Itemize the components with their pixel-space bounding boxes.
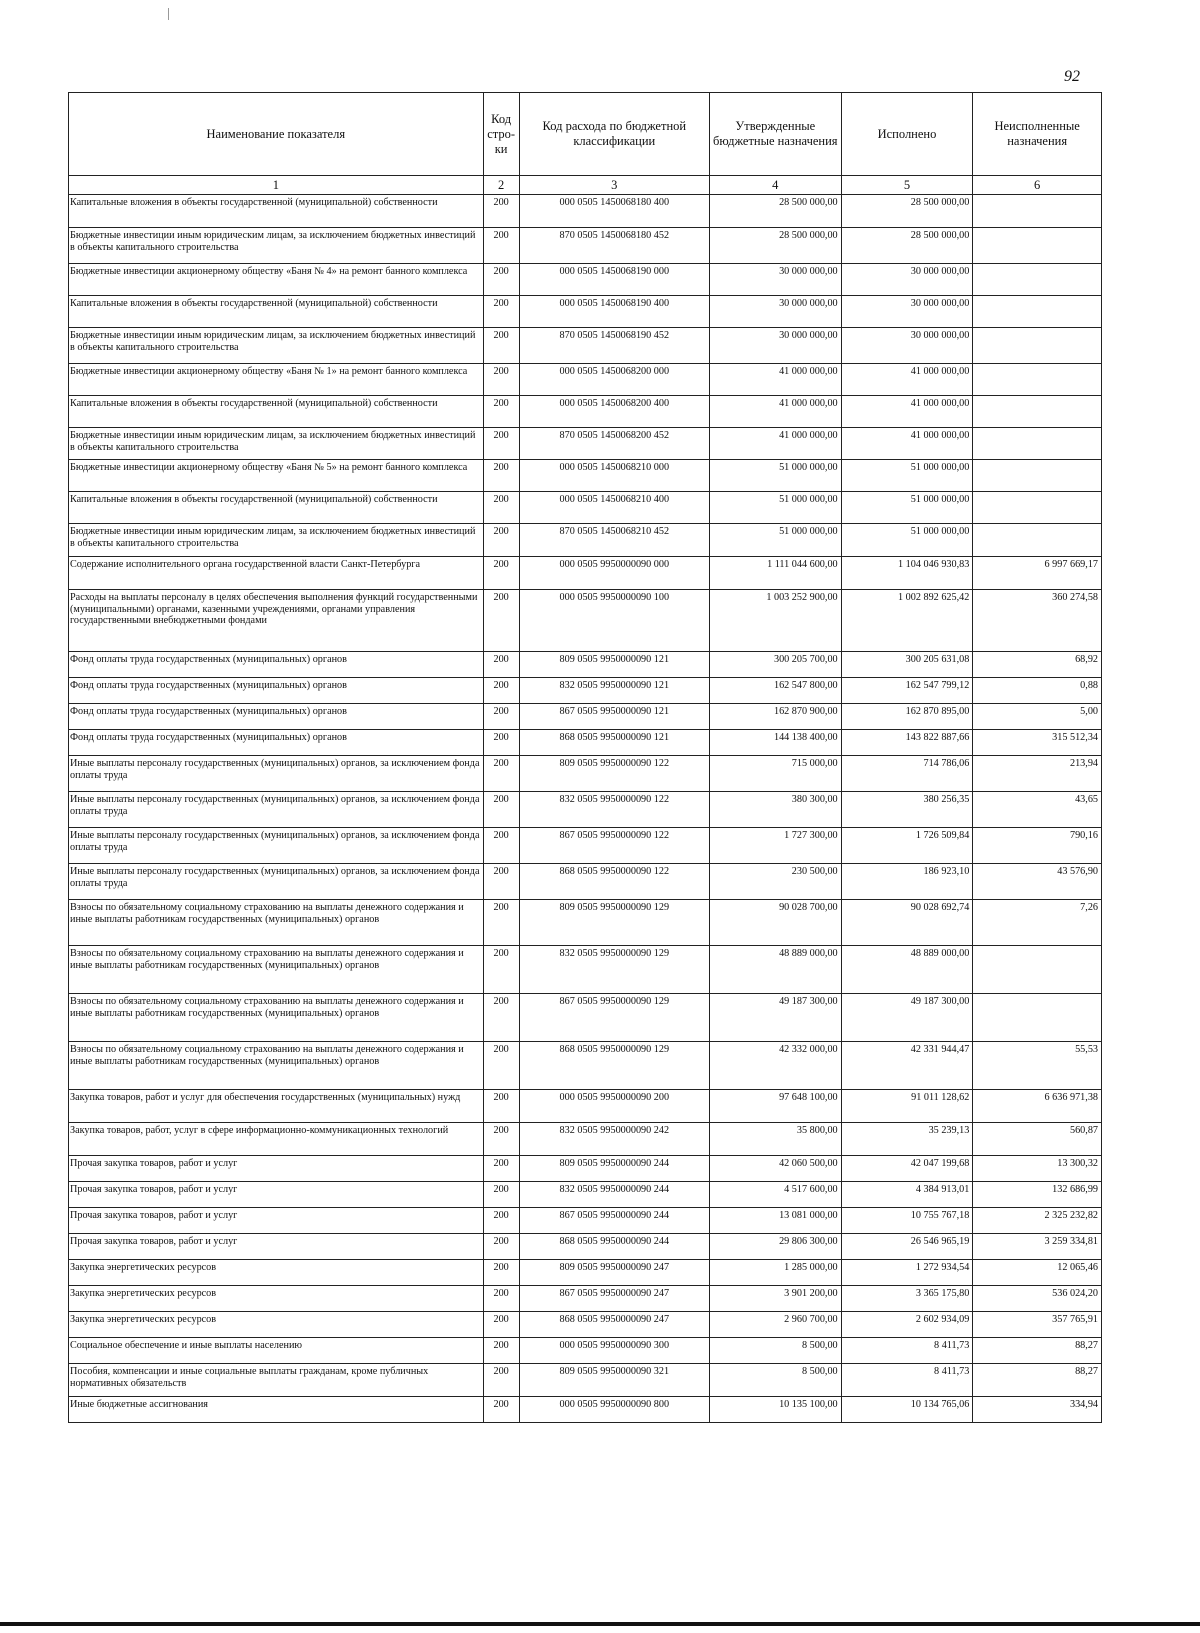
- row-executed: 2 602 934,09: [841, 1312, 973, 1338]
- row-executed: 162 547 799,12: [841, 678, 973, 704]
- row-approved: 300 205 700,00: [709, 652, 841, 678]
- row-executed: 10 134 765,06: [841, 1397, 973, 1423]
- row-name: Прочая закупка товаров, работ и услуг: [69, 1208, 484, 1234]
- row-name: Фонд оплаты труда государственных (муниципальных) органов: [69, 652, 484, 678]
- row-executed: 714 786,06: [841, 756, 973, 792]
- table-row: [69, 828, 1102, 864]
- header-line-code: Код стро-ки: [483, 93, 519, 176]
- table-row: [69, 1042, 1102, 1090]
- row-approved: 1 727 300,00: [709, 828, 841, 864]
- table-row: [69, 590, 1102, 652]
- table-row: [69, 460, 1102, 492]
- row-unexecuted: [973, 296, 1102, 328]
- row-executed: 26 546 965,19: [841, 1234, 973, 1260]
- table-row: [69, 428, 1102, 460]
- table-row: [69, 678, 1102, 704]
- row-expense-code: 870 0505 1450068180 452: [519, 228, 709, 264]
- row-unexecuted: 7,26: [973, 900, 1102, 946]
- row-unexecuted: 5,00: [973, 704, 1102, 730]
- header-indicator-name: Наименование показателя: [69, 93, 484, 176]
- row-approved: 42 332 000,00: [709, 1042, 841, 1090]
- row-name: Капитальные вложения в объекты государственной (муниципальной) собственности: [69, 396, 484, 428]
- row-unexecuted: 43 576,90: [973, 864, 1102, 900]
- row-unexecuted: [973, 264, 1102, 296]
- scan-mark: [168, 8, 169, 20]
- row-expense-code: 000 0505 9950000090 800: [519, 1397, 709, 1423]
- row-unexecuted: 536 024,20: [973, 1286, 1102, 1312]
- row-approved: 162 547 800,00: [709, 678, 841, 704]
- row-approved: 30 000 000,00: [709, 296, 841, 328]
- row-line-code: 200: [483, 652, 519, 678]
- row-approved: 144 138 400,00: [709, 730, 841, 756]
- row-executed: 28 500 000,00: [841, 228, 973, 264]
- row-unexecuted: [973, 195, 1102, 228]
- table-row: [69, 730, 1102, 756]
- row-expense-code: 867 0505 9950000090 129: [519, 994, 709, 1042]
- row-unexecuted: 334,94: [973, 1397, 1102, 1423]
- row-name: Прочая закупка товаров, работ и услуг: [69, 1234, 484, 1260]
- row-line-code: 200: [483, 264, 519, 296]
- row-unexecuted: 6 636 971,38: [973, 1090, 1102, 1123]
- table-row: [69, 1123, 1102, 1156]
- row-expense-code: 809 0505 9950000090 247: [519, 1260, 709, 1286]
- row-unexecuted: [973, 328, 1102, 364]
- row-line-code: 200: [483, 228, 519, 264]
- row-unexecuted: 12 065,46: [973, 1260, 1102, 1286]
- row-expense-code: 000 0505 1450068200 000: [519, 364, 709, 396]
- column-number: 3: [519, 176, 709, 195]
- row-expense-code: 000 0505 1450068190 000: [519, 264, 709, 296]
- row-executed: 49 187 300,00: [841, 994, 973, 1042]
- row-name: Взносы по обязательному социальному страхованию на выплаты денежного содержания и иные выплаты работникам государственных (муниципальных) органов: [69, 1042, 484, 1090]
- table-row: [69, 946, 1102, 994]
- row-approved: 41 000 000,00: [709, 364, 841, 396]
- table-row: [69, 1338, 1102, 1364]
- row-approved: 28 500 000,00: [709, 228, 841, 264]
- row-executed: 35 239,13: [841, 1123, 973, 1156]
- row-name: Иные выплаты персоналу государственных (муниципальных) органов, за исключением фонда оплаты труда: [69, 756, 484, 792]
- table-row: [69, 492, 1102, 524]
- row-unexecuted: 0,88: [973, 678, 1102, 704]
- row-unexecuted: [973, 364, 1102, 396]
- row-name: Социальное обеспечение и иные выплаты населению: [69, 1338, 484, 1364]
- table-row: [69, 994, 1102, 1042]
- row-expense-code: 832 0505 9950000090 121: [519, 678, 709, 704]
- row-approved: 2 960 700,00: [709, 1312, 841, 1338]
- row-line-code: 200: [483, 1312, 519, 1338]
- row-executed: 41 000 000,00: [841, 396, 973, 428]
- budget-execution-table: [68, 92, 1102, 1423]
- row-executed: 51 000 000,00: [841, 492, 973, 524]
- column-number: 5: [841, 176, 973, 195]
- row-expense-code: 868 0505 9950000090 129: [519, 1042, 709, 1090]
- row-line-code: 200: [483, 678, 519, 704]
- row-name: Иные бюджетные ассигнования: [69, 1397, 484, 1423]
- row-approved: 29 806 300,00: [709, 1234, 841, 1260]
- row-line-code: 200: [483, 460, 519, 492]
- row-unexecuted: 315 512,34: [973, 730, 1102, 756]
- table-row: [69, 1182, 1102, 1208]
- row-executed: 42 331 944,47: [841, 1042, 973, 1090]
- row-expense-code: 000 0505 1450068200 400: [519, 396, 709, 428]
- row-unexecuted: [973, 946, 1102, 994]
- row-executed: 30 000 000,00: [841, 328, 973, 364]
- row-unexecuted: 213,94: [973, 756, 1102, 792]
- row-executed: 41 000 000,00: [841, 428, 973, 460]
- row-expense-code: 832 0505 9950000090 244: [519, 1182, 709, 1208]
- row-name: Бюджетные инвестиции акционерному обществу «Баня № 1» на ремонт банного комплекса: [69, 364, 484, 396]
- row-name: Закупка энергетических ресурсов: [69, 1312, 484, 1338]
- row-unexecuted: [973, 994, 1102, 1042]
- row-executed: 8 411,73: [841, 1338, 973, 1364]
- row-approved: 715 000,00: [709, 756, 841, 792]
- row-approved: 30 000 000,00: [709, 264, 841, 296]
- row-unexecuted: 790,16: [973, 828, 1102, 864]
- row-name: Закупка энергетических ресурсов: [69, 1260, 484, 1286]
- row-name: Иные выплаты персоналу государственных (муниципальных) органов, за исключением фонда оплаты труда: [69, 828, 484, 864]
- row-unexecuted: 43,65: [973, 792, 1102, 828]
- row-expense-code: 867 0505 9950000090 122: [519, 828, 709, 864]
- row-name: Взносы по обязательному социальному страхованию на выплаты денежного содержания и иные выплаты работникам государственных (муниципальных) органов: [69, 994, 484, 1042]
- row-name: Иные выплаты персоналу государственных (муниципальных) органов, за исключением фонда оплаты труда: [69, 792, 484, 828]
- row-expense-code: 832 0505 9950000090 122: [519, 792, 709, 828]
- row-line-code: 200: [483, 1090, 519, 1123]
- row-line-code: 200: [483, 1286, 519, 1312]
- column-number: 1: [69, 176, 484, 195]
- row-line-code: 200: [483, 428, 519, 460]
- row-expense-code: 000 0505 1450068210 400: [519, 492, 709, 524]
- row-line-code: 200: [483, 1234, 519, 1260]
- row-approved: 49 187 300,00: [709, 994, 841, 1042]
- row-name: Капитальные вложения в объекты государственной (муниципальной) собственности: [69, 195, 484, 228]
- row-executed: 91 011 128,62: [841, 1090, 973, 1123]
- row-executed: 30 000 000,00: [841, 296, 973, 328]
- table-row: [69, 792, 1102, 828]
- table-row: [69, 1397, 1102, 1423]
- row-name: Капитальные вложения в объекты государственной (муниципальной) собственности: [69, 296, 484, 328]
- row-expense-code: 868 0505 9950000090 247: [519, 1312, 709, 1338]
- column-number: 6: [973, 176, 1102, 195]
- row-name: Бюджетные инвестиции акционерному обществу «Баня № 4» на ремонт банного комплекса: [69, 264, 484, 296]
- row-line-code: 200: [483, 328, 519, 364]
- row-executed: 143 822 887,66: [841, 730, 973, 756]
- row-executed: 51 000 000,00: [841, 460, 973, 492]
- row-expense-code: 870 0505 1450068200 452: [519, 428, 709, 460]
- table-row: [69, 396, 1102, 428]
- row-name: Фонд оплаты труда государственных (муниципальных) органов: [69, 678, 484, 704]
- table-row: [69, 900, 1102, 946]
- row-line-code: 200: [483, 1156, 519, 1182]
- row-expense-code: 868 0505 9950000090 122: [519, 864, 709, 900]
- row-line-code: 200: [483, 864, 519, 900]
- row-expense-code: 809 0505 9950000090 244: [519, 1156, 709, 1182]
- row-expense-code: 000 0505 1450068180 400: [519, 195, 709, 228]
- row-executed: 48 889 000,00: [841, 946, 973, 994]
- row-expense-code: 867 0505 9950000090 244: [519, 1208, 709, 1234]
- row-line-code: 200: [483, 946, 519, 994]
- row-line-code: 200: [483, 1182, 519, 1208]
- header-executed: Исполнено: [841, 93, 973, 176]
- row-approved: 8 500,00: [709, 1338, 841, 1364]
- row-unexecuted: [973, 492, 1102, 524]
- row-expense-code: 000 0505 9950000090 000: [519, 557, 709, 590]
- row-name: Бюджетные инвестиции иным юридическим лицам, за исключением бюджетных инвестиций в объекты капитального строительства: [69, 428, 484, 460]
- row-expense-code: 867 0505 9950000090 121: [519, 704, 709, 730]
- row-approved: 1 285 000,00: [709, 1260, 841, 1286]
- row-unexecuted: 88,27: [973, 1338, 1102, 1364]
- table-row: [69, 652, 1102, 678]
- row-executed: 1 002 892 625,42: [841, 590, 973, 652]
- row-approved: 28 500 000,00: [709, 195, 841, 228]
- row-unexecuted: 88,27: [973, 1364, 1102, 1397]
- row-line-code: 200: [483, 396, 519, 428]
- table-row: [69, 557, 1102, 590]
- row-executed: 51 000 000,00: [841, 524, 973, 557]
- header-unexecuted: Неисполненные назначения: [973, 93, 1102, 176]
- row-name: Расходы на выплаты персоналу в целях обеспечения выполнения функций государственными (муниципальными) органами, казенными учреждениями, органами управления государственными внебюджетными фондами: [69, 590, 484, 652]
- budget-table-container: [68, 92, 1102, 1423]
- row-expense-code: 868 0505 9950000090 244: [519, 1234, 709, 1260]
- row-expense-code: 000 0505 1450068190 400: [519, 296, 709, 328]
- row-expense-code: 809 0505 9950000090 129: [519, 900, 709, 946]
- table-row: [69, 296, 1102, 328]
- scan-bottom-edge: [0, 1622, 1200, 1626]
- row-unexecuted: [973, 396, 1102, 428]
- table-row: [69, 1364, 1102, 1397]
- table-row: [69, 1286, 1102, 1312]
- row-expense-code: 870 0505 1450068190 452: [519, 328, 709, 364]
- table-row: [69, 1090, 1102, 1123]
- row-name: Закупка товаров, работ, услуг в сфере информационно-коммуникационных технологий: [69, 1123, 484, 1156]
- row-unexecuted: 2 325 232,82: [973, 1208, 1102, 1234]
- header-approved: Утвержденные бюджетные назначения: [709, 93, 841, 176]
- row-name: Прочая закупка товаров, работ и услуг: [69, 1156, 484, 1182]
- row-line-code: 200: [483, 1338, 519, 1364]
- row-name: Содержание исполнительного органа государственной власти Санкт-Петербурга: [69, 557, 484, 590]
- row-executed: 186 923,10: [841, 864, 973, 900]
- row-unexecuted: [973, 460, 1102, 492]
- row-approved: 41 000 000,00: [709, 428, 841, 460]
- table-row: [69, 328, 1102, 364]
- row-unexecuted: 360 274,58: [973, 590, 1102, 652]
- table-row: [69, 264, 1102, 296]
- row-name: Пособия, компенсации и иные социальные выплаты гражданам, кроме публичных нормативных обязательств: [69, 1364, 484, 1397]
- row-unexecuted: 68,92: [973, 652, 1102, 678]
- row-approved: 4 517 600,00: [709, 1182, 841, 1208]
- row-unexecuted: [973, 228, 1102, 264]
- row-expense-code: 000 0505 9950000090 100: [519, 590, 709, 652]
- row-approved: 10 135 100,00: [709, 1397, 841, 1423]
- row-executed: 380 256,35: [841, 792, 973, 828]
- table-row: [69, 704, 1102, 730]
- row-executed: 3 365 175,80: [841, 1286, 973, 1312]
- row-expense-code: 867 0505 9950000090 247: [519, 1286, 709, 1312]
- row-executed: 300 205 631,08: [841, 652, 973, 678]
- table-row: [69, 1234, 1102, 1260]
- row-name: Капитальные вложения в объекты государственной (муниципальной) собственности: [69, 492, 484, 524]
- row-approved: 42 060 500,00: [709, 1156, 841, 1182]
- row-unexecuted: 560,87: [973, 1123, 1102, 1156]
- row-expense-code: 809 0505 9950000090 321: [519, 1364, 709, 1397]
- row-line-code: 200: [483, 792, 519, 828]
- row-name: Закупка товаров, работ и услуг для обеспечения государственных (муниципальных) нужд: [69, 1090, 484, 1123]
- row-unexecuted: 6 997 669,17: [973, 557, 1102, 590]
- row-approved: 13 081 000,00: [709, 1208, 841, 1234]
- row-expense-code: 000 0505 9950000090 200: [519, 1090, 709, 1123]
- row-unexecuted: 55,53: [973, 1042, 1102, 1090]
- row-line-code: 200: [483, 730, 519, 756]
- row-line-code: 200: [483, 195, 519, 228]
- row-line-code: 200: [483, 296, 519, 328]
- row-name: Взносы по обязательному социальному страхованию на выплаты денежного содержания и иные выплаты работникам государственных (муниципальных) органов: [69, 946, 484, 994]
- row-line-code: 200: [483, 492, 519, 524]
- row-approved: 3 901 200,00: [709, 1286, 841, 1312]
- row-executed: 8 411,73: [841, 1364, 973, 1397]
- row-unexecuted: 132 686,99: [973, 1182, 1102, 1208]
- table-row: [69, 756, 1102, 792]
- table-row: [69, 1312, 1102, 1338]
- table-body: [69, 195, 1102, 1423]
- column-number: 2: [483, 176, 519, 195]
- row-name: Бюджетные инвестиции акционерному обществу «Баня № 5» на ремонт банного комплекса: [69, 460, 484, 492]
- table-row: [69, 1208, 1102, 1234]
- row-line-code: 200: [483, 1397, 519, 1423]
- table-row: [69, 195, 1102, 228]
- row-line-code: 200: [483, 704, 519, 730]
- row-executed: 10 755 767,18: [841, 1208, 973, 1234]
- table-row: [69, 364, 1102, 396]
- row-name: Взносы по обязательному социальному страхованию на выплаты денежного содержания и иные выплаты работникам государственных (муниципальных) органов: [69, 900, 484, 946]
- table-row: [69, 228, 1102, 264]
- row-name: Бюджетные инвестиции иным юридическим лицам, за исключением бюджетных инвестиций в объекты капитального строительства: [69, 524, 484, 557]
- row-approved: 230 500,00: [709, 864, 841, 900]
- row-expense-code: 000 0505 9950000090 300: [519, 1338, 709, 1364]
- row-executed: 41 000 000,00: [841, 364, 973, 396]
- row-executed: 1 726 509,84: [841, 828, 973, 864]
- row-expense-code: 832 0505 9950000090 129: [519, 946, 709, 994]
- row-line-code: 200: [483, 994, 519, 1042]
- row-executed: 162 870 895,00: [841, 704, 973, 730]
- column-number-row: [69, 176, 1102, 195]
- row-expense-code: 832 0505 9950000090 242: [519, 1123, 709, 1156]
- table-row: [69, 1156, 1102, 1182]
- row-approved: 1 003 252 900,00: [709, 590, 841, 652]
- row-name: Закупка энергетических ресурсов: [69, 1286, 484, 1312]
- row-executed: 28 500 000,00: [841, 195, 973, 228]
- row-executed: 1 272 934,54: [841, 1260, 973, 1286]
- row-approved: 380 300,00: [709, 792, 841, 828]
- row-line-code: 200: [483, 1208, 519, 1234]
- row-approved: 162 870 900,00: [709, 704, 841, 730]
- row-expense-code: 000 0505 1450068210 000: [519, 460, 709, 492]
- row-line-code: 200: [483, 828, 519, 864]
- row-approved: 51 000 000,00: [709, 460, 841, 492]
- row-line-code: 200: [483, 1260, 519, 1286]
- row-unexecuted: 13 300,32: [973, 1156, 1102, 1182]
- row-name: Фонд оплаты труда государственных (муниципальных) органов: [69, 704, 484, 730]
- row-unexecuted: [973, 524, 1102, 557]
- row-name: Фонд оплаты труда государственных (муниципальных) органов: [69, 730, 484, 756]
- row-executed: 4 384 913,01: [841, 1182, 973, 1208]
- table-row: [69, 524, 1102, 557]
- row-expense-code: 809 0505 9950000090 121: [519, 652, 709, 678]
- row-name: Иные выплаты персоналу государственных (муниципальных) органов, за исключением фонда оплаты труда: [69, 864, 484, 900]
- row-name: Прочая закупка товаров, работ и услуг: [69, 1182, 484, 1208]
- row-executed: 1 104 046 930,83: [841, 557, 973, 590]
- table-row: [69, 864, 1102, 900]
- table-row: [69, 1260, 1102, 1286]
- row-approved: 30 000 000,00: [709, 328, 841, 364]
- row-line-code: 200: [483, 524, 519, 557]
- header-row: [69, 93, 1102, 176]
- row-approved: 97 648 100,00: [709, 1090, 841, 1123]
- row-line-code: 200: [483, 590, 519, 652]
- header-expense-code: Код расхода по бюджетной классификации: [519, 93, 709, 176]
- row-line-code: 200: [483, 1123, 519, 1156]
- row-expense-code: 809 0505 9950000090 122: [519, 756, 709, 792]
- row-approved: 41 000 000,00: [709, 396, 841, 428]
- row-executed: 30 000 000,00: [841, 264, 973, 296]
- column-number: 4: [709, 176, 841, 195]
- row-approved: 90 028 700,00: [709, 900, 841, 946]
- row-line-code: 200: [483, 364, 519, 396]
- row-unexecuted: 3 259 334,81: [973, 1234, 1102, 1260]
- row-approved: 51 000 000,00: [709, 492, 841, 524]
- row-line-code: 200: [483, 557, 519, 590]
- row-name: Бюджетные инвестиции иным юридическим лицам, за исключением бюджетных инвестиций в объекты капитального строительства: [69, 228, 484, 264]
- row-executed: 42 047 199,68: [841, 1156, 973, 1182]
- row-expense-code: 870 0505 1450068210 452: [519, 524, 709, 557]
- row-approved: 1 111 044 600,00: [709, 557, 841, 590]
- row-approved: 48 889 000,00: [709, 946, 841, 994]
- row-line-code: 200: [483, 900, 519, 946]
- row-unexecuted: [973, 428, 1102, 460]
- row-unexecuted: 357 765,91: [973, 1312, 1102, 1338]
- row-line-code: 200: [483, 756, 519, 792]
- row-executed: 90 028 692,74: [841, 900, 973, 946]
- page-number: 92: [1064, 68, 1080, 85]
- row-line-code: 200: [483, 1364, 519, 1397]
- row-approved: 51 000 000,00: [709, 524, 841, 557]
- row-line-code: 200: [483, 1042, 519, 1090]
- row-name: Бюджетные инвестиции иным юридическим лицам, за исключением бюджетных инвестиций в объекты капитального строительства: [69, 328, 484, 364]
- row-expense-code: 868 0505 9950000090 121: [519, 730, 709, 756]
- row-approved: 8 500,00: [709, 1364, 841, 1397]
- row-approved: 35 800,00: [709, 1123, 841, 1156]
